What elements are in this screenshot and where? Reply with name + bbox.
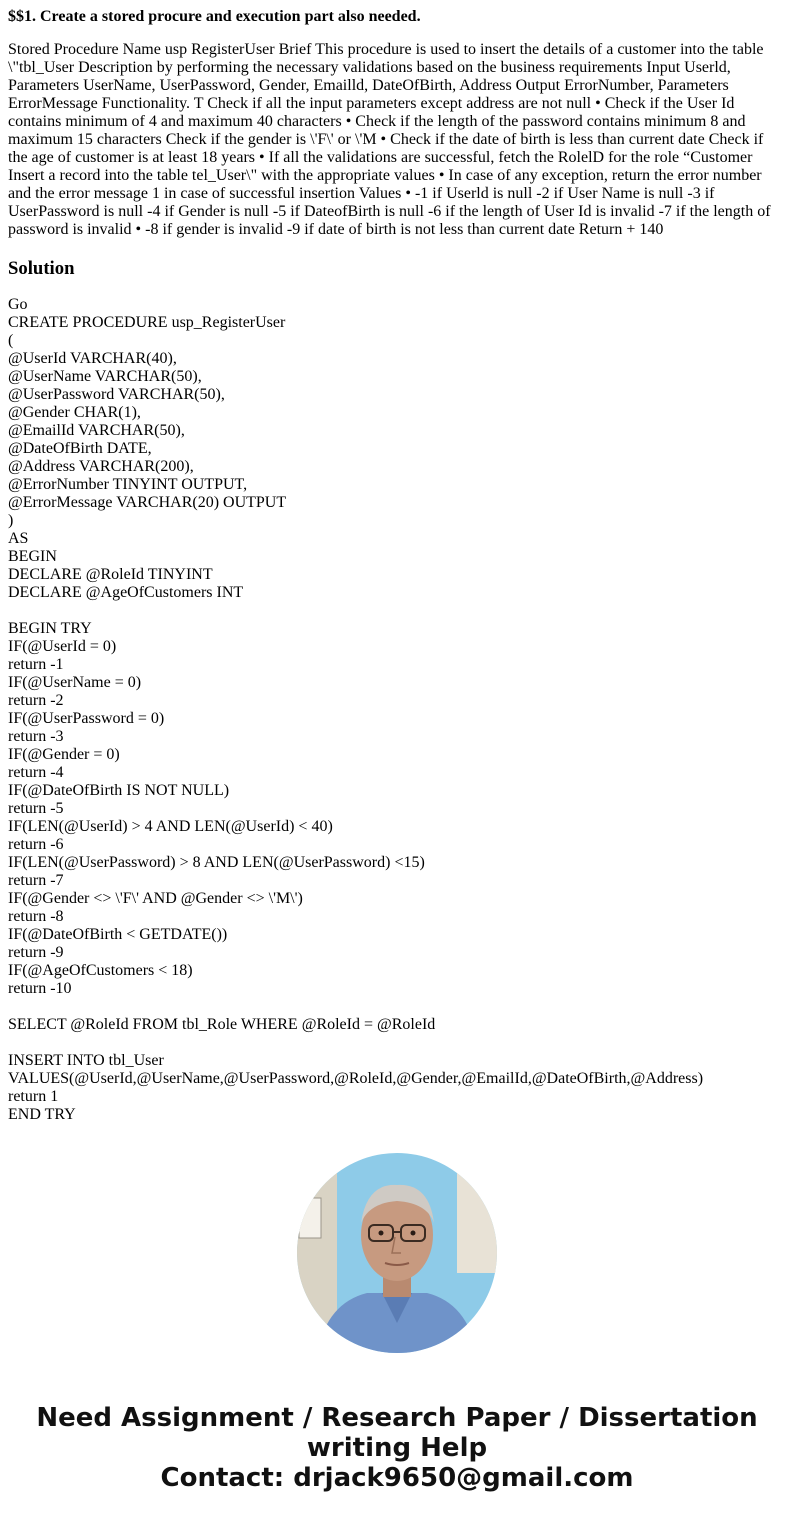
code-line: return -10	[8, 980, 72, 997]
banner-line-1: Need Assignment / Research Paper / Dissertation	[36, 1403, 758, 1433]
code-line: @EmailId VARCHAR(50),	[8, 422, 185, 439]
solution-heading: Solution	[8, 258, 75, 279]
code-line: @UserPassword VARCHAR(50),	[8, 386, 225, 403]
code-line	[8, 602, 786, 620]
code-line: return -4	[8, 764, 64, 781]
code-line: DECLARE @AgeOfCustomers INT	[8, 584, 244, 601]
code-line: BEGIN TRY	[8, 620, 92, 637]
code-line: IF(@UserName = 0)	[8, 674, 142, 691]
author-avatar	[297, 1153, 497, 1353]
solution-code	[8, 296, 786, 1124]
code-line: @DateOfBirth DATE,	[8, 440, 152, 457]
code-line: IF(@DateOfBirth < GETDATE())	[8, 926, 228, 943]
code-line: INSERT INTO tbl_User	[8, 1052, 164, 1069]
code-line: IF(@DateOfBirth IS NOT NULL)	[8, 782, 230, 799]
code-line	[8, 998, 786, 1016]
code-line: IF(@Gender <> \'F\' AND @Gender <> \'M\')	[8, 890, 303, 907]
question-body: Stored Procedure Name usp RegisterUser Brief This procedure is used to insert the details of a customer into the table \"tbl_User Description by performing the necessary validations based on the business requirements Input Userld, Parameters UserName, UserPassword, Gender, Emailld, DateOfBirth, Address Output ErrorNumber, Parameters ErrorMessage Functionality. T Check if all the input parameters except address are not null • Check if the User Id contains minimum of 4 and maximum 40 characters • Check if the length of the password contains minimum 8 and maximum 15 characters Check if the gender is \'F\' or \'M • Check if the date of birth is less than current date Check if the age of customer is at least 18 years • If all the validations are successful, fetch the RolelD for the role “Customer Insert a record into the table tel_User\" with the appropriate values • In case of any exception, return the error number and the error message 1 in case of successful insertion Values • -1 if Userld is null -2 if User Name is null -3 if UserPassword is null -4 if Gender is null -5 if DateofBirth is null -6 if the length of User Id is invalid -7 if the length of password is invalid • -8 if gender is invalid -9 if date of birth is not less than current date Return + 140	[8, 41, 771, 238]
code-line: SELECT @RoleId FROM tbl_Role WHERE @RoleId = @RoleId	[8, 1016, 436, 1033]
code-line: return 1	[8, 1088, 59, 1105]
code-line: @UserId VARCHAR(40),	[8, 350, 177, 367]
code-line: CREATE PROCEDURE usp_RegisterUser	[8, 314, 286, 331]
code-line: return -1	[8, 656, 64, 673]
code-line	[8, 1034, 786, 1052]
code-line: IF(@Gender = 0)	[8, 746, 120, 763]
code-line: IF(@AgeOfCustomers < 18)	[8, 962, 193, 979]
code-line: return -7	[8, 872, 64, 889]
document-page	[8, 0, 786, 1124]
code-line: IF(@UserPassword = 0)	[8, 710, 165, 727]
author-photo	[297, 1153, 497, 1353]
code-line: return -3	[8, 728, 64, 745]
banner-line-2: writing Help	[306, 1433, 488, 1463]
code-line: IF(LEN(@UserId) > 4 AND LEN(@UserId) < 40)	[8, 818, 333, 835]
question-title: $$1. Create a stored procure and execution part also needed.	[8, 8, 421, 25]
code-line: END TRY	[8, 1106, 76, 1123]
code-line: @ErrorNumber TINYINT OUTPUT,	[8, 476, 248, 493]
banner-line-3: Contact: drjack9650@gmail.com	[160, 1463, 634, 1493]
code-line: BEGIN	[8, 548, 57, 565]
code-line: return -6	[8, 836, 64, 853]
code-line: DECLARE @RoleId TINYINT	[8, 566, 213, 583]
code-line: Go	[8, 296, 28, 313]
code-line: return -8	[8, 908, 64, 925]
code-line: @ErrorMessage VARCHAR(20) OUTPUT	[8, 494, 287, 511]
code-line: )	[8, 512, 14, 529]
code-line: IF(LEN(@UserPassword) > 8 AND LEN(@UserPassword) <15)	[8, 854, 425, 871]
code-line: VALUES(@UserId,@UserName,@UserPassword,@RoleId,@Gender,@EmailId,@DateOfBirth,@Address)	[8, 1070, 704, 1087]
contact-banner	[0, 1403, 794, 1493]
code-line: (	[8, 332, 14, 349]
code-line: AS	[8, 530, 29, 547]
code-line: @Address VARCHAR(200),	[8, 458, 194, 475]
code-line: IF(@UserId = 0)	[8, 638, 117, 655]
code-line: return -2	[8, 692, 64, 709]
code-line: return -5	[8, 800, 64, 817]
code-line: return -9	[8, 944, 64, 961]
code-line: @Gender CHAR(1),	[8, 404, 141, 421]
code-line: @UserName VARCHAR(50),	[8, 368, 202, 385]
